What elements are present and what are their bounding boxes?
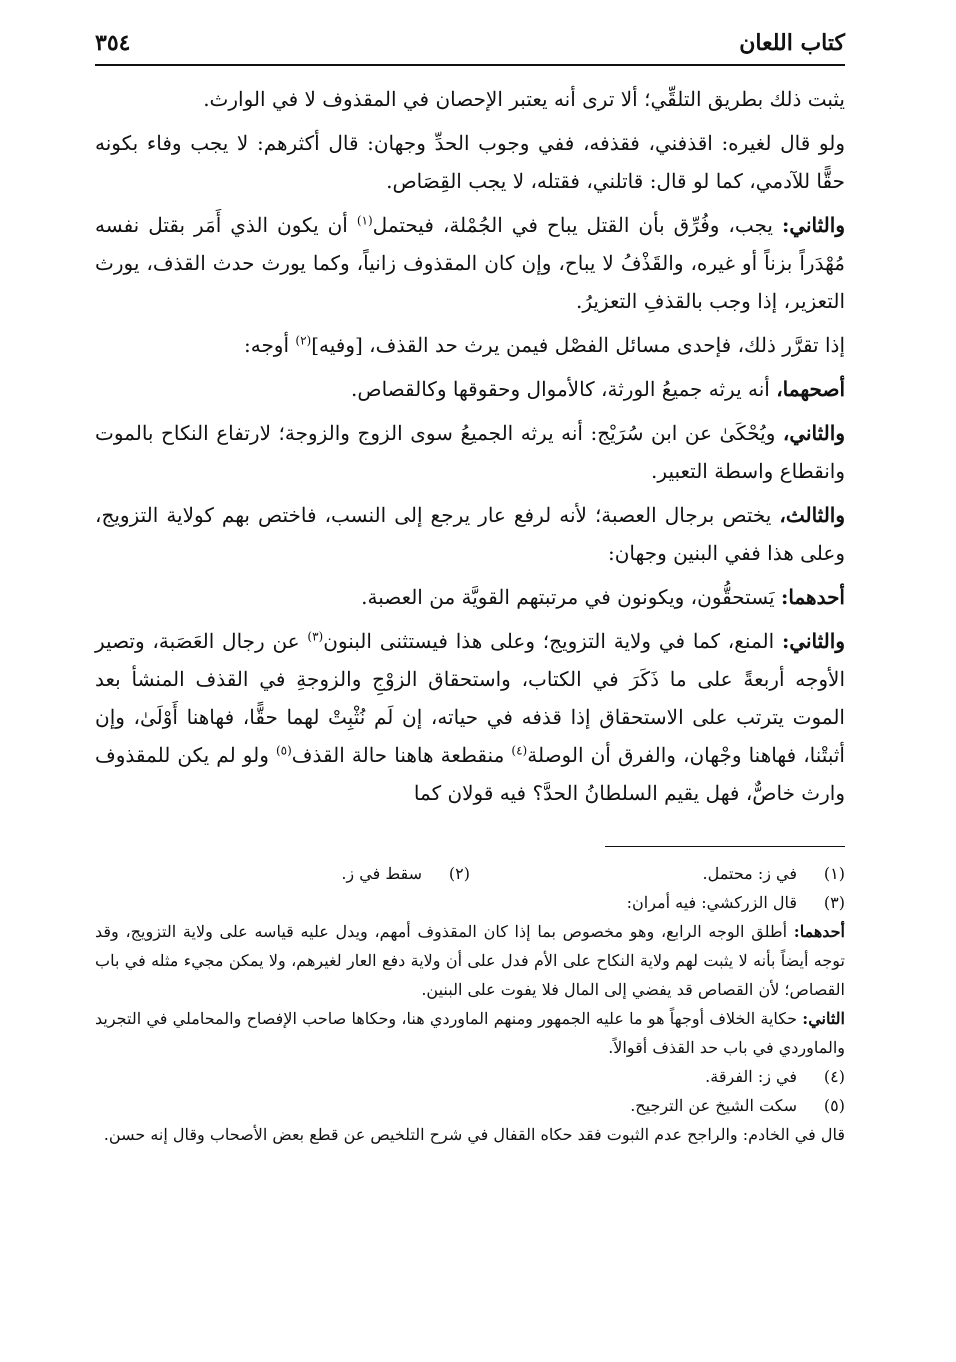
paragraph: والثاني، ويُحْكَىٰ عن ابن سُرَيْج: أنه يرثه الجميعُ سوى الزوج والزوجة؛ لارتفاع النكاح بالموت وانقطاع واسطة التعبير. xyxy=(95,421,845,483)
paragraph: ولو قال لغيره: اقذفني، فقذفه، ففي وجوب الحدِّ وجهان: قال أكثرهم: لا يجب وفاء بكونه حقًّا للآدمي، كما لو قال: قاتلني، فقتله، لا يجب القِصَاص. xyxy=(95,131,845,193)
footnote-paragraph: الثاني: حكاية الخلاف أوجهاً هو ما عليه الجمهور ومنهم الماوردي هنا، وحكاها صاحب الإفصاح والمحاملي في التجريد والماوردي في باب حد القذف أقوالاً. xyxy=(95,1009,845,1057)
paragraph: والثاني: المنع، كما في ولاية التزويج؛ وعلى هذا فيستثنى البنون$^{(٣)}$ عن رجال العَصَبة، وتصير الأوجه أربعةً على ما ذَكَرَ في الكتاب، واستحقاق الزوْجِ والزوجةِ في القذف المنشأ بعد الموت يترتب على الاستحقاق إذا قذفه في حياته، إن لَم نُثْبِتْ لهما حقًّا، فهاهنا أَوْلَىٰ، وإن أثبتْنا، فهاهنا وجْهان، والفرق أن الوصلة$^{(٤)}$ منقطعة هاهنا حالة القذف$^{(٥)}$ ولو لم يكن للمقذوف وارث خاصٌّ، فهل يقيم السلطانُ الحدَّ؟ فيه قولان كما xyxy=(95,629,845,805)
footnote-ref: (٢) xyxy=(295,333,312,348)
footnote-number: (١) xyxy=(823,864,845,883)
footnotes xyxy=(95,859,845,1149)
book-page xyxy=(95,30,845,1149)
footnote-separator xyxy=(605,846,845,847)
footnote-paragraph: أحدهما: أطلق الوجه الرابع، وهو مخصوص بما إذا كان المقذوف أمهم، ويدل عليه قياسه على ولاية التزويج، وقد توجه أيضاً بأنه لا يثبت لهم ولاية النكاح على الأم فدل على أن ولاية دفع العار لغيرهم، ولا يمكن مجيء مثله في باب القصاص؛ لأن القصاص قد يفضي إلى المال فلا يفوت على البنين. xyxy=(95,922,845,999)
footnote-number: (٢) xyxy=(448,864,470,883)
footnote-text: سكت الشيخ عن الترجيح. xyxy=(630,1096,797,1115)
paragraph: والثالث، يختص برجال العصبة؛ لأنه لرفع عار يرجع إلى النسب، فاختص بهم كولاية التزويج، وعلى هذا ففي البنين وجهان: xyxy=(95,503,845,565)
book-title: كتاب اللعان xyxy=(739,30,845,56)
paragraph: أصحهما، أنه يرثه جميعُ الورثة، كالأموال وحقوقها وكالقصاص. xyxy=(351,377,845,401)
main-text xyxy=(95,80,845,812)
paragraph: والثاني: يجب، وفُرِّق بأن القتل يباح في الجُمْلة، فيحتمل$^{(١)}$ أن يكون الذي أَمَر بقتل نفسه مُهْدَراً بزناً أو غيره، والقَذْفُ لا يباح، وإن كان المقذوف زانياً، وكما يورث حدث القذف، يورث التعزير، إذا وجب بالقذفِ التعزيرُ. xyxy=(95,213,845,313)
footnote-number: (٥) xyxy=(823,1096,845,1115)
footnote-row xyxy=(95,1091,845,1120)
footnote-text: في ز: محتمل. xyxy=(702,864,797,883)
footnote-ref: (٤) xyxy=(511,743,528,758)
paragraph: إذا تقرَّر ذلك، فإحدى مسائل الفصْل فيمن يرث حد القذف، [وفيه]$^{(٢)}$ أوجه: xyxy=(243,333,845,357)
footnote-text: قال الزركشي: فيه أمران: xyxy=(626,893,797,912)
footnote-ref: (٥) xyxy=(275,743,292,758)
footnote-row xyxy=(95,1062,845,1091)
footnote-ref: (٣) xyxy=(307,629,324,644)
page-number: ٣٥٤ xyxy=(95,30,131,56)
footnote-number: (٤) xyxy=(823,1067,845,1086)
paragraph: يثبت ذلك بطريق التلقِّي؛ ألا ترى أنه يعتبر الإحصان في المقذوف لا في الوارث. xyxy=(203,87,845,111)
footnote-row xyxy=(95,888,845,917)
footnote-text: سقط في ز. xyxy=(341,864,422,883)
footnote-row xyxy=(95,859,845,888)
footnote-text: في ز: الفرقة. xyxy=(705,1067,797,1086)
running-header xyxy=(95,30,845,66)
footnote-paragraph: قال في الخادم: والراجح عدم الثبوت فقد حكاه القفال في شرح التلخيص عن قطع بعض الأصحاب وقال إنه حسن. xyxy=(103,1125,845,1144)
footnote-ref: (١) xyxy=(356,213,373,228)
footnote-number: (٣) xyxy=(823,893,845,912)
paragraph: أحدهما: يَستحقُّون، ويكونون في مرتبتهم القويَّة من العصبة. xyxy=(361,585,845,609)
